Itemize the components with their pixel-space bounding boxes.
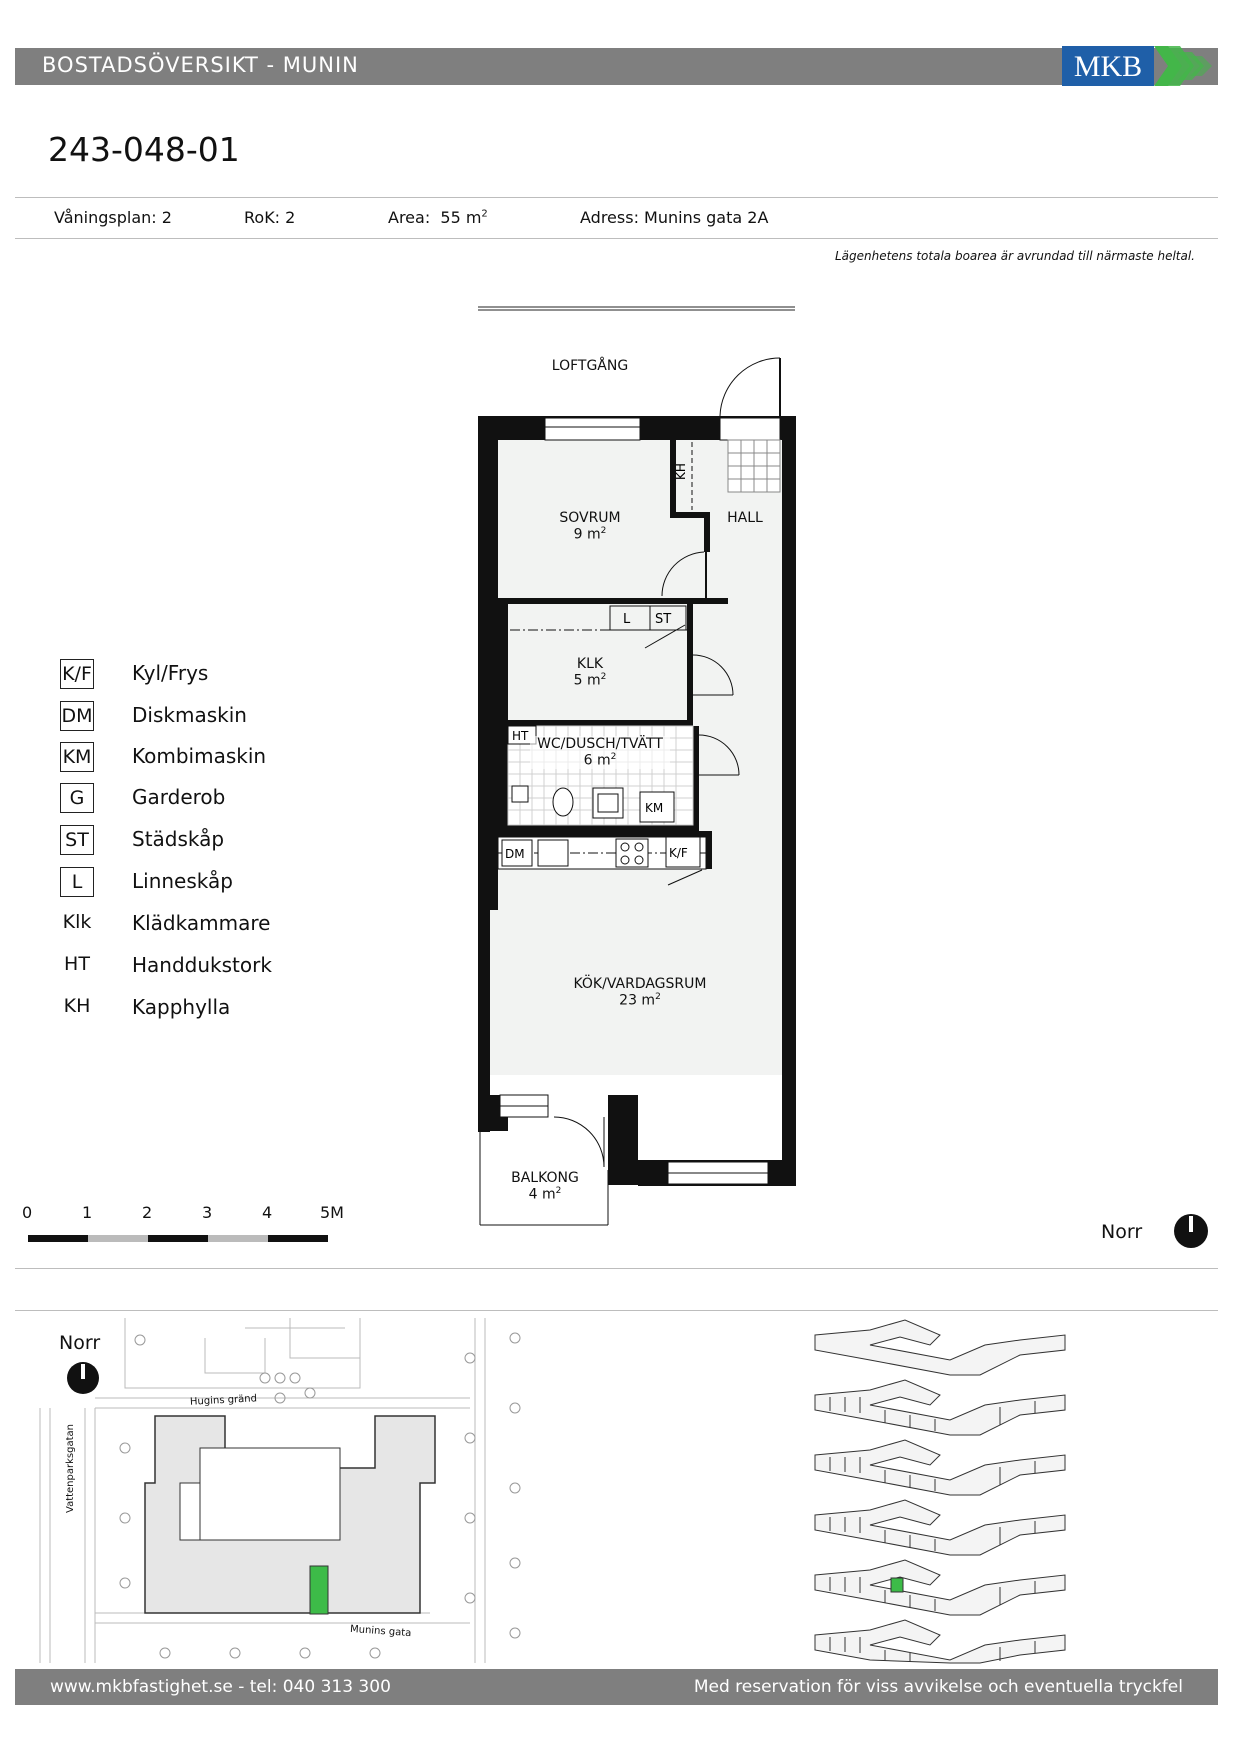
scale-label: 1: [82, 1203, 93, 1222]
scale-bar: [28, 1228, 328, 1247]
room-area-value: 9 m: [573, 526, 601, 543]
loftgang-label: LOFTGÅNG: [551, 358, 629, 374]
st-label: ST: [655, 612, 672, 627]
room-name: KLK: [576, 656, 604, 672]
room-area-sup: 2: [600, 526, 607, 536]
street-label: Munins gata: [349, 1623, 412, 1640]
legend-abbr: HT: [64, 953, 90, 975]
room-area: [540, 672, 640, 689]
legend-label: Diskmaskin: [132, 703, 247, 727]
legend-abbr: KM: [60, 742, 94, 772]
footer-disclaimer: Med reservation för viss avvikelse och eventuella tryckfel: [693, 1677, 1183, 1697]
room-name: BALKONG: [511, 1170, 579, 1186]
room-label-balkong: [500, 1170, 590, 1203]
divider: [15, 1310, 1218, 1311]
rooms-info: RoK: 2: [244, 208, 296, 227]
street-label: Hugins gränd: [189, 1393, 258, 1408]
compass-label: Norr: [1101, 1221, 1143, 1243]
legend-label: Kapphylla: [132, 995, 231, 1019]
site-north-label: Norr: [59, 1332, 101, 1354]
legend-abbr: Klk: [62, 911, 92, 933]
street-label: Vattenparksgatan: [65, 1424, 76, 1513]
room-name: WC/DUSCH/TVÄTT: [537, 736, 663, 752]
legend-abbr: L: [60, 867, 94, 897]
scale-label: 3: [202, 1203, 213, 1222]
scale-label: 4: [262, 1203, 273, 1222]
room-name: SOVRUM: [559, 510, 621, 526]
area-note: Lägenhetens totala boarea är avrundad till närmaste heltal.: [834, 249, 1195, 263]
room-area-sup: 2: [600, 672, 607, 682]
floor-info: Våningsplan: 2: [54, 208, 172, 227]
apartment-id: 243-048-01: [48, 130, 240, 169]
room-name: KÖK/VARDAGSRUM: [573, 976, 707, 992]
building-stack-diagram: [810, 1315, 1080, 1665]
room-label-kok: [560, 976, 720, 1009]
page-title: BOSTADSÖVERSIKT - MUNIN: [42, 53, 359, 77]
footer-contact: www.mkbfastighet.se - tel: 040 313 300: [50, 1677, 391, 1697]
scale-label: 5M: [320, 1203, 344, 1222]
legend-label: Klädkammare: [132, 911, 271, 935]
divider: [15, 238, 1218, 239]
legend-label: Garderob: [132, 785, 226, 809]
room-area: [530, 752, 670, 769]
legend-label: Städskåp: [132, 827, 225, 851]
kh-label: KH: [674, 463, 688, 480]
legend-label: Kombimaskin: [132, 744, 267, 768]
legend-label: Linneskåp: [132, 869, 233, 893]
divider: [15, 1268, 1218, 1269]
address-info: Adress: Munins gata 2A: [580, 208, 769, 227]
mkb-logo: [1062, 46, 1218, 86]
logo-text: MKB: [1073, 50, 1143, 83]
room-area-sup: 2: [655, 992, 661, 1002]
room-area: [500, 1186, 590, 1203]
room-label-sovrum: [530, 510, 650, 543]
area-info: [388, 208, 488, 227]
room-label-klk: [540, 656, 640, 689]
ht-label: HT: [512, 729, 529, 743]
legend-abbr: K/F: [60, 659, 94, 689]
legend-abbr: G: [60, 783, 94, 813]
l-label: L: [623, 612, 631, 627]
dm-label: DM: [505, 847, 525, 861]
room-area-sup: 2: [610, 752, 617, 762]
scale-label: 2: [142, 1203, 153, 1222]
room-name: HALL: [727, 510, 763, 526]
room-area-value: 5 m: [573, 672, 601, 689]
legend-label: Kyl/Frys: [132, 661, 209, 685]
room-area-value: 23 m: [619, 992, 656, 1009]
north-arrow-icon: [1172, 1212, 1210, 1254]
legend-abbr: ST: [60, 825, 94, 855]
room-area: [530, 526, 650, 543]
room-area-value: 6 m: [583, 752, 611, 769]
area-value: 55 m: [440, 208, 482, 227]
area-label: Area:: [388, 208, 431, 227]
legend-abbr: DM: [60, 701, 94, 731]
room-area: [560, 992, 720, 1009]
km-label: KM: [645, 801, 664, 815]
room-label-wc: [530, 736, 670, 769]
floor-plan: [470, 300, 810, 1240]
room-area-sup: 2: [555, 1186, 562, 1196]
room-area-value: 4 m: [528, 1186, 556, 1203]
room-label-hall: [720, 510, 770, 526]
divider: [15, 197, 1218, 198]
site-plan: [15, 1318, 570, 1663]
legend-abbr: KH: [63, 995, 91, 1017]
scale-label: 0: [22, 1203, 33, 1222]
kf-label: K/F: [669, 846, 688, 860]
area-sup: 2: [481, 208, 488, 220]
legend-label: Handdukstork: [132, 953, 272, 977]
